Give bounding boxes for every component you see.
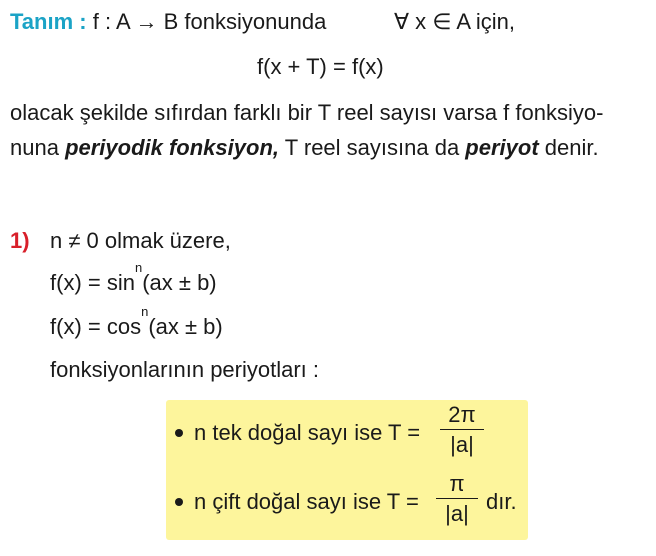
definition-label: Tanım :: [10, 9, 87, 34]
definition-text-line-1: olacak şekilde sıfırdan farklı bir T reel sayısı varsa f fonksiyo-: [10, 100, 604, 125]
periods-intro: fonksiyonlarının periyotları :: [50, 357, 320, 382]
rule-even-text: n çift doğal sayı ise T =: [194, 489, 419, 514]
rule-odd-text: n tek doğal sayı ise T =: [194, 420, 421, 445]
sine-argument: (ax ± b): [142, 270, 217, 295]
fraction-bar: [436, 498, 478, 499]
definition-first-line: [10, 9, 326, 35]
bullet-icon: [175, 498, 183, 506]
fraction-numerator: π: [449, 471, 465, 496]
fraction-denominator: |a|: [445, 501, 469, 526]
sine-prefix: f(x) = sin: [50, 270, 135, 295]
bullet-icon: [175, 429, 183, 437]
sine-exponent: n: [134, 260, 143, 275]
definition-text-part: denir.: [538, 135, 599, 160]
cosine-exponent: n: [141, 304, 149, 319]
rule-even-tail: dır.: [486, 489, 517, 514]
definition-text-part: nuna: [10, 135, 66, 160]
definition-intro: f : A → B fonksiyonunda: [92, 9, 327, 34]
cosine-function: [50, 304, 223, 340]
definition-text-line-2: [10, 135, 599, 161]
cosine-argument: (ax ± b): [148, 314, 223, 339]
definition-quantifier: ∀ x ∈ A için,: [394, 9, 516, 34]
fraction-bar: [440, 429, 484, 430]
periodicity-equation: f(x + T) = f(x): [257, 54, 384, 79]
sine-function: [50, 260, 217, 296]
item-condition: n ≠ 0 olmak üzere,: [50, 228, 231, 253]
cosine-prefix: f(x) = cos: [50, 314, 142, 339]
period-fraction-odd: [440, 403, 484, 457]
fraction-denominator: |a|: [450, 432, 474, 457]
item-number: 1): [10, 228, 30, 253]
definition-text-part: T reel sayısına da: [279, 135, 466, 160]
term-period: periyot: [465, 135, 539, 160]
fraction-numerator: 2π: [448, 402, 476, 427]
period-fraction-even: [436, 472, 478, 526]
term-periodic-function: periyodik fonksiyon,: [65, 135, 279, 160]
